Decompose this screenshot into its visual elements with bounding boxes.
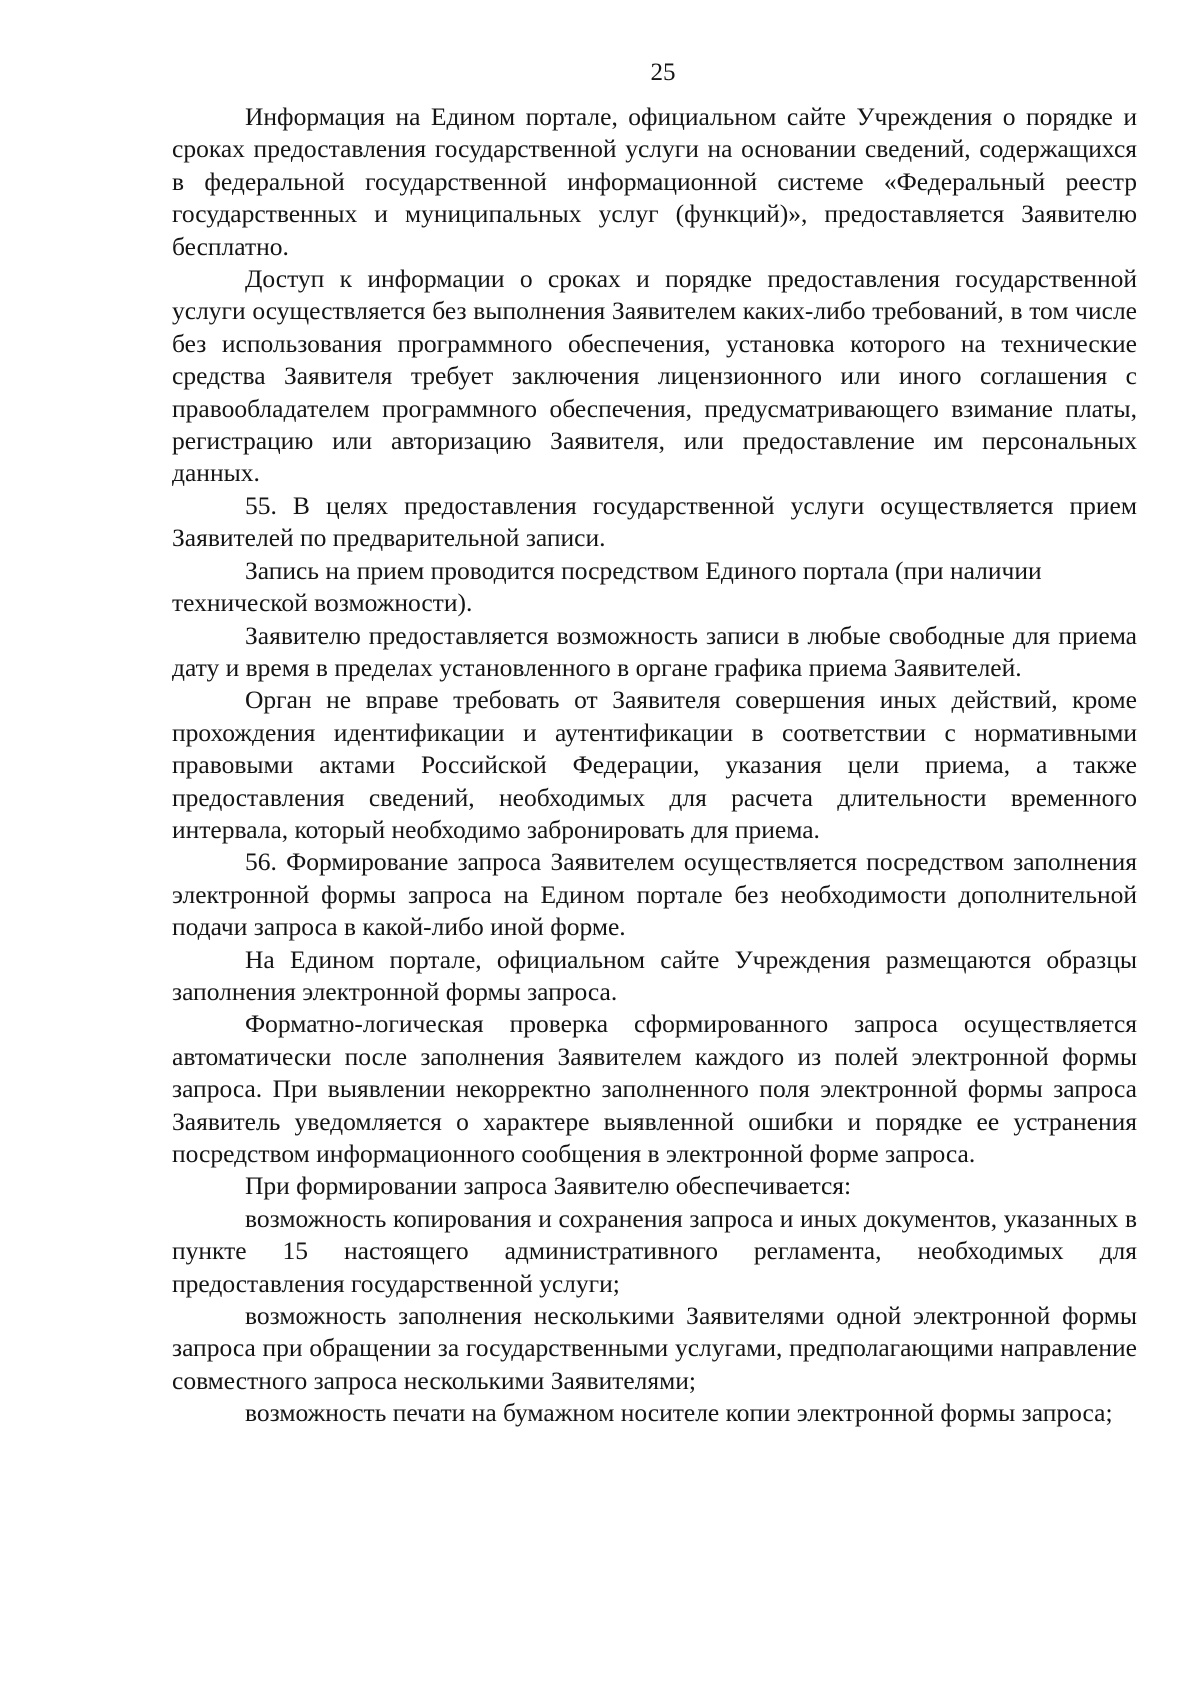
paragraph-organ-restrictions: Орган не вправе требовать от Заявителя совершения иных действий, кроме прохождения идентификации и аутентификации в соответствии с нормативными правовыми актами Российской Федерации, указания цели приема, а также предоставления сведений, необходимых для расчета длительности временного интервала, который необходимо забронировать для приема. [172, 685, 1137, 844]
paragraph-record-portal: Запись на прием проводится посредством Единого портала (при наличии технической возможности). [172, 555, 1042, 618]
document-body [172, 101, 1137, 1430]
paragraph-info-free: Информация на Едином портале, официальном сайте Учреждения о порядке и сроках предоставления государственной услуги на основании сведений, содержащихся в федеральной государственной информационной системе «Федеральный реестр государственных и муниципальных услуг (функций)», предоставляется Заявителю бесплатно. [172, 102, 1137, 261]
list-item-copy-save: возможность копирования и сохранения запроса и иных документов, указанных в пункте 15 настоящего административного регламента, необходимых для предоставления государственной услуги; [172, 1203, 1137, 1298]
paragraph-56-request-form: 56. Формирование запроса Заявителем осуществляется посредством заполнения электронной формы запроса на Едином портале без необходимости дополнительной подачи запроса в какой-либо иной форме. [172, 847, 1137, 942]
paragraph-form-samples: На Едином портале, официальном сайте Учреждения размещаются образцы заполнения электронной формы запроса. [172, 944, 1137, 1006]
list-item-multiple-applicants: возможность заполнения несколькими Заявителями одной электронной формы запроса при обращении за государственными услугами, предполагающими направление совместного запроса несколькими Заявителями; [172, 1301, 1137, 1395]
page-number: 25 [650, 59, 676, 86]
paragraph-access-conditions: Доступ к информации о сроках и порядке предоставления государственной услуги осуществляется без выполнения Заявителем каких-либо требований, в том числе без использования программного обеспечения, установка которого на технические средства Заявителя требует заключения лицензионного или иного соглашения с правообладателем программного обеспечения, предусматривающего взимание платы, регистрацию или авторизацию Заявителя, или предоставление им персональных данных. [172, 264, 1137, 488]
paragraph-format-check: Форматно-логическая проверка сформированного запроса осуществляется автоматически после заполнения Заявителем каждого из полей электронной формы запроса. При выявлении некорректно заполненного поля электронной формы запроса Заявитель уведомляется о характере выявленной ошибки и порядке ее устранения посредством информационного сообщения в электронной форме запроса. [172, 1009, 1137, 1168]
paragraph-55-preliminary-record: 55. В целях предоставления государственной услуги осуществляется прием Заявителей по предварительной записи. [172, 490, 1137, 553]
paragraph-record-time: Заявителю предоставляется возможность записи в любые свободные для приема дату и время в пределах установленного в органе графика приема Заявителей. [172, 620, 1137, 682]
paragraph-provided-list-intro: При формировании запроса Заявителю обеспечивается: [245, 1171, 852, 1201]
list-item-print-copy: возможность печати на бумажном носителе копии электронной формы запроса; [245, 1398, 1113, 1428]
